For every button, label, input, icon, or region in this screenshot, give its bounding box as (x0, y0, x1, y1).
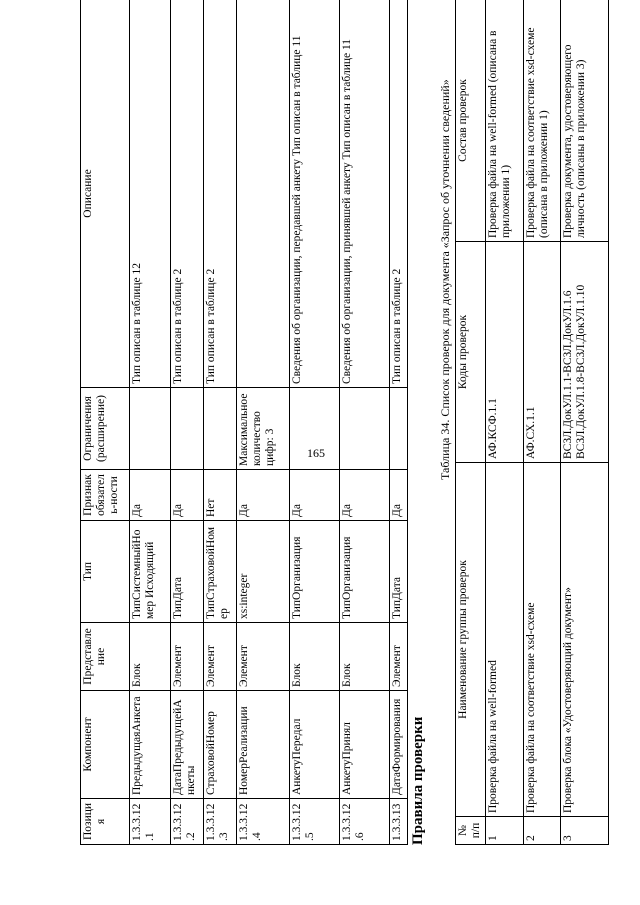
cell-component: ПредыдущаяАнкета (130, 691, 171, 799)
cell-component: АнкетуПринял (340, 691, 390, 799)
cell-check-codes: ВСЗЛ.ДокУЛ.1.1-ВСЗЛ.ДокУЛ.1.6 ВСЗЛ.ДокУЛ.1.8-ВСЗЛ.ДокУЛ.1.10 (561, 242, 609, 463)
cell-required: Нет (204, 470, 237, 521)
checks-table-caption: Таблица 34. Список проверок для документа «Запрос об уточнении сведений» (438, 79, 452, 480)
col-header-limits: Ограничения (расширение) (81, 388, 130, 470)
cell-check-content: Проверка файла на well-formed (описана в приложении 1) (486, 0, 524, 242)
cell-position: 1.3.3.13 (390, 799, 408, 845)
cell-representation: Элемент (390, 623, 408, 691)
cell-component: АнкетуПередал (290, 691, 340, 799)
cell-check-content: Проверка документа, удостоверяющего личность (описаны в приложении 3) (561, 0, 609, 242)
components-header-row (81, 0, 130, 845)
cell-check-group: Проверка блока «Удостоверяющий документ» (561, 463, 609, 817)
cell-required: Да (390, 470, 408, 521)
cell-component: СтраховойНомер (204, 691, 237, 799)
cell-limits (340, 388, 390, 470)
col-header-number: № п/п (456, 817, 486, 845)
cell-required: Да (130, 470, 171, 521)
cell-limits: Максимальное количество цифр: 3 (237, 388, 290, 470)
cell-number: 2 (524, 817, 561, 845)
cell-required: Да (340, 470, 390, 521)
cell-type: ТипОрганизация (340, 521, 390, 623)
cell-position: 1.3.3.12.3 (204, 799, 237, 845)
cell-required: Да (290, 470, 340, 521)
cell-position: 1.3.3.12.5 (290, 799, 340, 845)
cell-number: 3 (561, 817, 609, 845)
table-row (290, 0, 340, 845)
cell-check-codes: АФ.КСФ.1.1 (486, 242, 524, 463)
cell-type: ТипДата (171, 521, 204, 623)
cell-description: Тип описан в таблице 12 (130, 0, 171, 388)
col-header-type: Тип (81, 521, 130, 623)
col-header-required: Признак обязатель-ности (81, 470, 130, 521)
checks-table (455, 0, 609, 845)
col-header-component: Компонент (81, 691, 130, 799)
components-table (80, 0, 408, 845)
col-header-check-content: Состав проверок (456, 0, 486, 242)
col-header-position: Позиция (81, 799, 130, 845)
table-row (204, 0, 237, 845)
cell-description: Сведения об организации, передавшей анкету Тип описан в таблице 11 (290, 0, 340, 388)
col-header-check-codes: Коды проверок (456, 242, 486, 463)
cell-position: 1.3.3.12.6 (340, 799, 390, 845)
table-row (561, 0, 609, 845)
rotated-page-content (80, 0, 600, 845)
cell-representation: Элемент (171, 623, 204, 691)
col-header-description: Описание (81, 0, 130, 388)
cell-representation: Блок (290, 623, 340, 691)
cell-position: 1.3.3.12.4 (237, 799, 290, 845)
cell-description: Тип описан в таблице 2 (204, 0, 237, 388)
cell-component: ДатаПредыдущейАнкеты (171, 691, 204, 799)
cell-type: ТипСтраховойНомер (204, 521, 237, 623)
table-row (340, 0, 390, 845)
cell-limits (390, 388, 408, 470)
cell-required: Да (171, 470, 204, 521)
cell-representation: Элемент (204, 623, 237, 691)
cell-type: ТипОрганизация (290, 521, 340, 623)
table-row (390, 0, 408, 845)
table-row (486, 0, 524, 845)
cell-type: ТипДата (390, 521, 408, 623)
cell-representation: Элемент (237, 623, 290, 691)
table-row (524, 0, 561, 845)
checks-header-row (456, 0, 486, 845)
cell-component: ДатаФормирования (390, 691, 408, 799)
table-row (130, 0, 171, 845)
cell-limits (290, 388, 340, 470)
cell-description: Сведения об организации, принявшей анкету Тип описан в таблице 11 (340, 0, 390, 388)
cell-type: xs:integer (237, 521, 290, 623)
cell-position: 1.3.3.12.2 (171, 799, 204, 845)
rules-heading: Правила проверки (410, 716, 426, 845)
page-number: 165 (307, 446, 325, 460)
table-row (171, 0, 204, 845)
cell-description: Тип описан в таблице 2 (171, 0, 204, 388)
cell-description: Тип описан в таблице 2 (390, 0, 408, 388)
cell-limits (204, 388, 237, 470)
cell-representation: Блок (340, 623, 390, 691)
cell-check-content: Проверка файла на соответствие xsd-схеме (описана в приложении 1) (524, 0, 561, 242)
cell-limits (171, 388, 204, 470)
cell-component: НомерРеализации (237, 691, 290, 799)
cell-number: 1 (486, 817, 524, 845)
col-header-check-group: Наименование группы проверок (456, 463, 486, 817)
cell-check-group: Проверка файла на well-formed (486, 463, 524, 817)
table-row (237, 0, 290, 845)
cell-check-group: Проверка файла на соответствие xsd-схеме (524, 463, 561, 817)
col-header-representation: Представление (81, 623, 130, 691)
cell-type: ТипСистемныйНомер Исходящий (130, 521, 171, 623)
cell-check-codes: АФ.СХ.1.1 (524, 242, 561, 463)
cell-representation: Блок (130, 623, 171, 691)
cell-position: 1.3.3.12.1 (130, 799, 171, 845)
cell-required: Да (237, 470, 290, 521)
cell-limits (130, 388, 171, 470)
cell-description (237, 0, 290, 388)
